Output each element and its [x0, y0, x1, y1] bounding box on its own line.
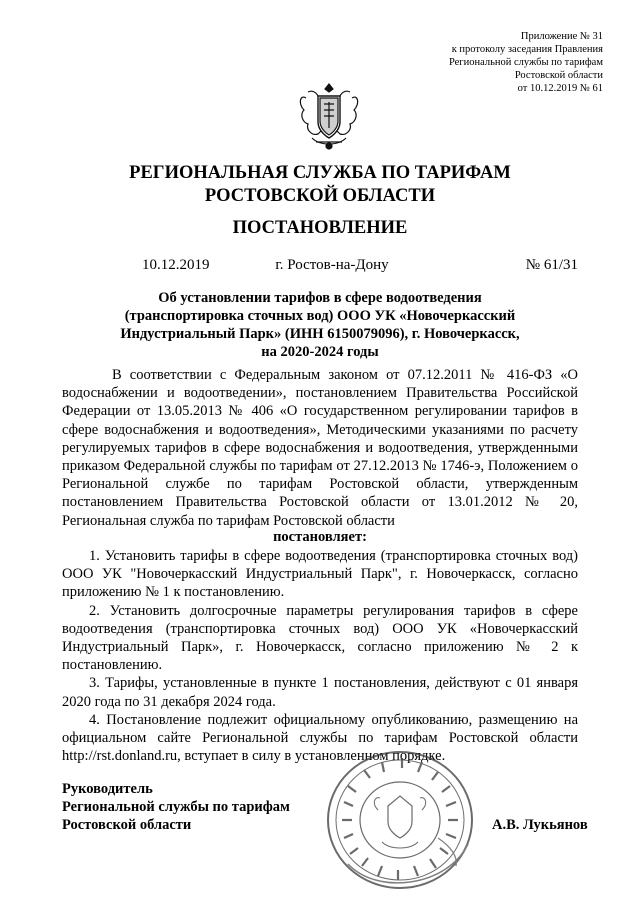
document-city: г. Ростов-на-Дону: [275, 257, 389, 273]
official-seal-stamp: [318, 746, 478, 896]
signer-title-line-2: Региональной службы по тарифам: [62, 799, 290, 815]
organization-title: [60, 162, 580, 208]
document-subject: [90, 289, 550, 361]
appendix-line-4: Ростовской области: [514, 70, 603, 81]
appendix-line-1: Приложение № 31: [520, 31, 603, 42]
resolution-item-3: 3. Тарифы, установленные в пункте 1 постановления, действуют с 01 января 2020 года по 31 декабря 2024 года.: [62, 675, 578, 710]
subject-line-4: на 2020-2024 годы: [261, 344, 379, 360]
subject-line-2: (транспортировка сточных вод) ООО УК «Новочеркасский: [124, 308, 516, 324]
org-title-line-2: РОСТОВСКОЙ ОБЛАСТИ: [204, 186, 436, 206]
signer-title-line-1: Руководитель: [62, 781, 153, 797]
appendix-note: [403, 30, 603, 95]
signer-position: [62, 780, 290, 834]
document-number: № 61/31: [525, 257, 578, 273]
document-type-title: ПОСТАНОВЛЕНИЕ: [232, 218, 408, 238]
signer-title-line-3: Ростовской области: [62, 817, 192, 833]
resolution-item-2: 2. Установить долгосрочные параметры регулирования тарифов в сфере водоотведения (транспортировка сточных вод) ООО УК «Новочеркасский Индустриальный Парк», г. Новочеркасск, согласно приложению № 2 к постановлению.: [62, 602, 578, 674]
org-title-line-1: РЕГИОНАЛЬНАЯ СЛУЖБА ПО ТАРИФАМ: [129, 163, 511, 183]
coat-of-arms-icon: [296, 80, 362, 152]
subject-line-3: Индустриальный Парк» (ИНН 6150079096), г. Новочеркасск,: [120, 326, 520, 342]
document-date: 10.12.2019: [142, 257, 210, 273]
preamble-paragraph: В соответствии с Федеральным законом от 07.12.2011 № 416-ФЗ «О водоснабжении и водоотведении», постановлением Правительства Российской Федерации от 13.05.2013 № 406 «О государственном регулировании тарифов в сфере водоснабжения и водоотведения», Методическими указаниями по расчету регулируемых тарифов в сфере водоснабжения и водоотведения, утвержденными приказом Федеральной службы по тарифам от 27.12.2013 № 1746-э, Положением о Региональной службе по тарифам Ростовской области, утвержденным постановлением Правительства Ростовской области от 13.01.2012 № 20, Региональная служба по тарифам Ростовской области: [62, 367, 578, 529]
resolution-item-4: 4. Постановление подлежит официальному опубликованию, размещению на официальном сайте Региональной службы по тарифам Ростовской области http://rst.donland.ru, вступает в силу в установленном порядке.: [62, 711, 578, 765]
signer-name: А.В. Лукьянов: [492, 817, 588, 833]
resolution-item-1: 1. Установить тарифы в сфере водоотведения (транспортировка сточных вод) ООО УК "Новочеркасский Индустриальный Парк", г. Новочеркасск, согласно приложению № 1 к постановлению.: [62, 548, 578, 601]
subject-line-1: Об установлении тарифов в сфере водоотведения: [158, 290, 482, 306]
appendix-line-2: к протоколу заседания Правления: [451, 44, 603, 55]
decree-word: постановляет:: [273, 529, 367, 545]
resolution-items: [62, 547, 578, 765]
appendix-line-5: от 10.12.2019 № 61: [517, 83, 603, 94]
document-meta-row: [62, 255, 578, 275]
appendix-line-3: Региональной службы по тарифам: [448, 57, 603, 68]
